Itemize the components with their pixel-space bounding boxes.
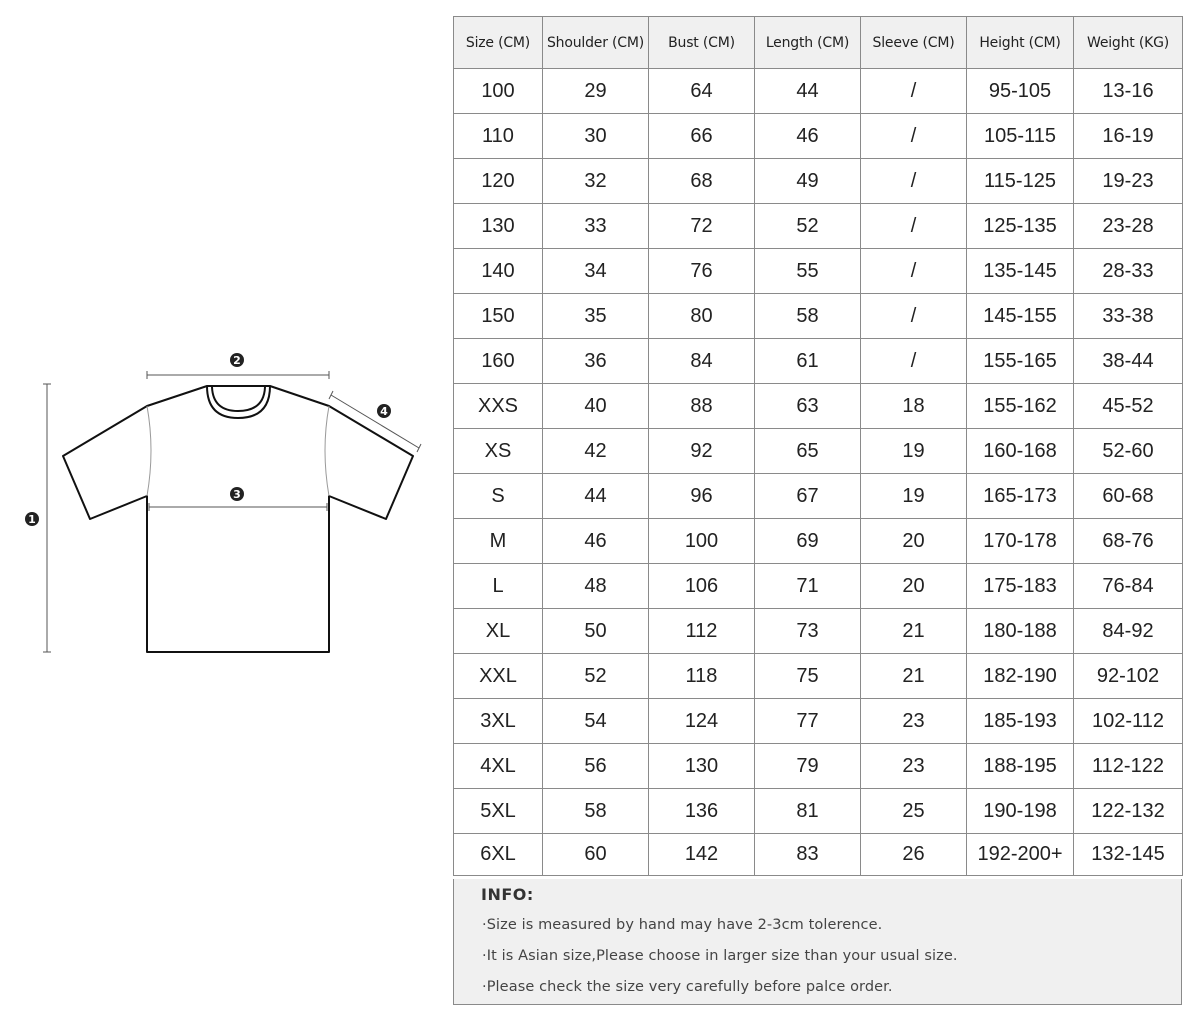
table-row xyxy=(454,699,1183,744)
cell-size: 130 xyxy=(454,204,543,249)
marker-2-label: 2 xyxy=(233,354,241,367)
cell-size: L xyxy=(454,564,543,609)
cell-weight: 16-19 xyxy=(1074,114,1183,159)
cell-height: 188-195 xyxy=(967,744,1074,789)
cell-shoulder: 29 xyxy=(543,69,649,114)
cell-bust: 66 xyxy=(649,114,755,159)
cell-weight: 19-23 xyxy=(1074,159,1183,204)
cell-weight: 76-84 xyxy=(1074,564,1183,609)
cell-length: 58 xyxy=(755,294,861,339)
cell-length: 63 xyxy=(755,384,861,429)
cell-shoulder: 33 xyxy=(543,204,649,249)
cell-bust: 64 xyxy=(649,69,755,114)
cell-size: XS xyxy=(454,429,543,474)
cell-sleeve: 23 xyxy=(861,744,967,789)
info-box xyxy=(453,879,1182,1005)
cell-bust: 96 xyxy=(649,474,755,519)
cell-sleeve: 18 xyxy=(861,384,967,429)
cell-length: 73 xyxy=(755,609,861,654)
cell-height: 170-178 xyxy=(967,519,1074,564)
marker-4-label: 4 xyxy=(380,405,388,418)
table-body xyxy=(454,69,1183,876)
header-shoulder: Shoulder (CM) xyxy=(543,17,649,69)
cell-bust: 84 xyxy=(649,339,755,384)
table-row xyxy=(454,204,1183,249)
cell-length: 61 xyxy=(755,339,861,384)
cell-sleeve: / xyxy=(861,294,967,339)
cell-height: 155-162 xyxy=(967,384,1074,429)
cell-length: 55 xyxy=(755,249,861,294)
header-bust: Bust (CM) xyxy=(649,17,755,69)
cell-shoulder: 35 xyxy=(543,294,649,339)
cell-height: 165-173 xyxy=(967,474,1074,519)
cell-sleeve: 23 xyxy=(861,699,967,744)
cell-size: XL xyxy=(454,609,543,654)
cell-size: 4XL xyxy=(454,744,543,789)
cell-sleeve: 19 xyxy=(861,429,967,474)
cell-sleeve: 19 xyxy=(861,474,967,519)
cell-sleeve: / xyxy=(861,339,967,384)
info-line-2: ·It is Asian size,Please choose in larger size than your usual size. xyxy=(482,948,958,964)
cell-shoulder: 56 xyxy=(543,744,649,789)
table-row xyxy=(454,654,1183,699)
cell-shoulder: 44 xyxy=(543,474,649,519)
cell-length: 81 xyxy=(755,789,861,834)
cell-bust: 88 xyxy=(649,384,755,429)
table-header-row xyxy=(454,17,1183,69)
cell-sleeve: / xyxy=(861,159,967,204)
cell-size: 100 xyxy=(454,69,543,114)
cell-shoulder: 32 xyxy=(543,159,649,204)
cell-shoulder: 42 xyxy=(543,429,649,474)
cell-height: 160-168 xyxy=(967,429,1074,474)
header-weight: Weight (KG) xyxy=(1074,17,1183,69)
cell-size: 110 xyxy=(454,114,543,159)
cell-weight: 92-102 xyxy=(1074,654,1183,699)
cell-shoulder: 34 xyxy=(543,249,649,294)
table-row xyxy=(454,609,1183,654)
cell-weight: 33-38 xyxy=(1074,294,1183,339)
cell-height: 155-165 xyxy=(967,339,1074,384)
cell-shoulder: 48 xyxy=(543,564,649,609)
tshirt-outline xyxy=(63,386,413,652)
cell-length: 65 xyxy=(755,429,861,474)
cell-weight: 84-92 xyxy=(1074,609,1183,654)
cell-weight: 132-145 xyxy=(1074,834,1183,876)
cell-length: 44 xyxy=(755,69,861,114)
cell-weight: 122-132 xyxy=(1074,789,1183,834)
cell-length: 69 xyxy=(755,519,861,564)
cell-bust: 112 xyxy=(649,609,755,654)
cell-shoulder: 60 xyxy=(543,834,649,876)
cell-height: 185-193 xyxy=(967,699,1074,744)
marker-2 xyxy=(230,353,244,367)
cell-height: 105-115 xyxy=(967,114,1074,159)
cell-shoulder: 50 xyxy=(543,609,649,654)
table-row xyxy=(454,69,1183,114)
cell-size: XXL xyxy=(454,654,543,699)
table-row xyxy=(454,384,1183,429)
cell-height: 95-105 xyxy=(967,69,1074,114)
marker-4 xyxy=(377,404,391,418)
cell-size: 6XL xyxy=(454,834,543,876)
cell-weight: 28-33 xyxy=(1074,249,1183,294)
cell-bust: 136 xyxy=(649,789,755,834)
cell-bust: 72 xyxy=(649,204,755,249)
info-title: INFO: xyxy=(481,885,534,904)
cell-bust: 106 xyxy=(649,564,755,609)
table-row xyxy=(454,339,1183,384)
cell-length: 67 xyxy=(755,474,861,519)
cell-size: 3XL xyxy=(454,699,543,744)
cell-length: 75 xyxy=(755,654,861,699)
cell-shoulder: 46 xyxy=(543,519,649,564)
cell-bust: 80 xyxy=(649,294,755,339)
cell-weight: 68-76 xyxy=(1074,519,1183,564)
cell-height: 135-145 xyxy=(967,249,1074,294)
cell-weight: 52-60 xyxy=(1074,429,1183,474)
cell-size: XXS xyxy=(454,384,543,429)
table-row xyxy=(454,789,1183,834)
cell-size: 120 xyxy=(454,159,543,204)
table-row xyxy=(454,159,1183,204)
cell-weight: 60-68 xyxy=(1074,474,1183,519)
table-row xyxy=(454,564,1183,609)
cell-sleeve: / xyxy=(861,249,967,294)
cell-weight: 102-112 xyxy=(1074,699,1183,744)
tshirt-measurement-diagram xyxy=(0,0,450,1022)
cell-sleeve: 26 xyxy=(861,834,967,876)
header-size: Size (CM) xyxy=(454,17,543,69)
cell-size: M xyxy=(454,519,543,564)
info-line-1: ·Size is measured by hand may have 2-3cm tolerence. xyxy=(482,917,883,933)
size-chart xyxy=(453,16,1182,876)
cell-weight: 38-44 xyxy=(1074,339,1183,384)
cell-bust: 68 xyxy=(649,159,755,204)
table-row xyxy=(454,519,1183,564)
cell-sleeve: 21 xyxy=(861,654,967,699)
cell-sleeve: / xyxy=(861,69,967,114)
marker-1 xyxy=(25,512,39,526)
cell-bust: 100 xyxy=(649,519,755,564)
cell-bust: 130 xyxy=(649,744,755,789)
cell-height: 175-183 xyxy=(967,564,1074,609)
cell-size: 5XL xyxy=(454,789,543,834)
table-row xyxy=(454,834,1183,876)
table-row xyxy=(454,429,1183,474)
cell-height: 182-190 xyxy=(967,654,1074,699)
cell-shoulder: 40 xyxy=(543,384,649,429)
cell-height: 115-125 xyxy=(967,159,1074,204)
cell-height: 192-200+ xyxy=(967,834,1074,876)
cell-sleeve: / xyxy=(861,204,967,249)
size-table xyxy=(453,16,1183,876)
info-line-3: ·Please check the size very carefully before palce order. xyxy=(482,979,893,995)
table-row xyxy=(454,474,1183,519)
cell-sleeve: 25 xyxy=(861,789,967,834)
cell-weight: 13-16 xyxy=(1074,69,1183,114)
header-length: Length (CM) xyxy=(755,17,861,69)
shoulder-measure-line xyxy=(147,371,329,379)
cell-sleeve: / xyxy=(861,114,967,159)
cell-size: 160 xyxy=(454,339,543,384)
cell-bust: 92 xyxy=(649,429,755,474)
table-row xyxy=(454,114,1183,159)
cell-weight: 45-52 xyxy=(1074,384,1183,429)
cell-bust: 76 xyxy=(649,249,755,294)
cell-length: 46 xyxy=(755,114,861,159)
header-height: Height (CM) xyxy=(967,17,1074,69)
cell-sleeve: 20 xyxy=(861,564,967,609)
cell-sleeve: 21 xyxy=(861,609,967,654)
cell-bust: 142 xyxy=(649,834,755,876)
table-row xyxy=(454,744,1183,789)
cell-bust: 124 xyxy=(649,699,755,744)
cell-size: S xyxy=(454,474,543,519)
cell-size: 150 xyxy=(454,294,543,339)
cell-length: 49 xyxy=(755,159,861,204)
cell-length: 79 xyxy=(755,744,861,789)
cell-height: 180-188 xyxy=(967,609,1074,654)
cell-length: 83 xyxy=(755,834,861,876)
cell-size: 140 xyxy=(454,249,543,294)
header-sleeve: Sleeve (CM) xyxy=(861,17,967,69)
table-row xyxy=(454,249,1183,294)
cell-length: 77 xyxy=(755,699,861,744)
table-row xyxy=(454,294,1183,339)
cell-weight: 112-122 xyxy=(1074,744,1183,789)
cell-sleeve: 20 xyxy=(861,519,967,564)
marker-3 xyxy=(230,487,244,501)
cell-shoulder: 52 xyxy=(543,654,649,699)
cell-weight: 23-28 xyxy=(1074,204,1183,249)
cell-shoulder: 36 xyxy=(543,339,649,384)
marker-3-label: 3 xyxy=(233,488,241,501)
cell-length: 71 xyxy=(755,564,861,609)
marker-1-label: 1 xyxy=(28,513,36,526)
cell-height: 145-155 xyxy=(967,294,1074,339)
cell-length: 52 xyxy=(755,204,861,249)
cell-height: 190-198 xyxy=(967,789,1074,834)
cell-shoulder: 30 xyxy=(543,114,649,159)
cell-bust: 118 xyxy=(649,654,755,699)
length-measure-line xyxy=(43,384,51,652)
cell-height: 125-135 xyxy=(967,204,1074,249)
cell-shoulder: 58 xyxy=(543,789,649,834)
cell-shoulder: 54 xyxy=(543,699,649,744)
